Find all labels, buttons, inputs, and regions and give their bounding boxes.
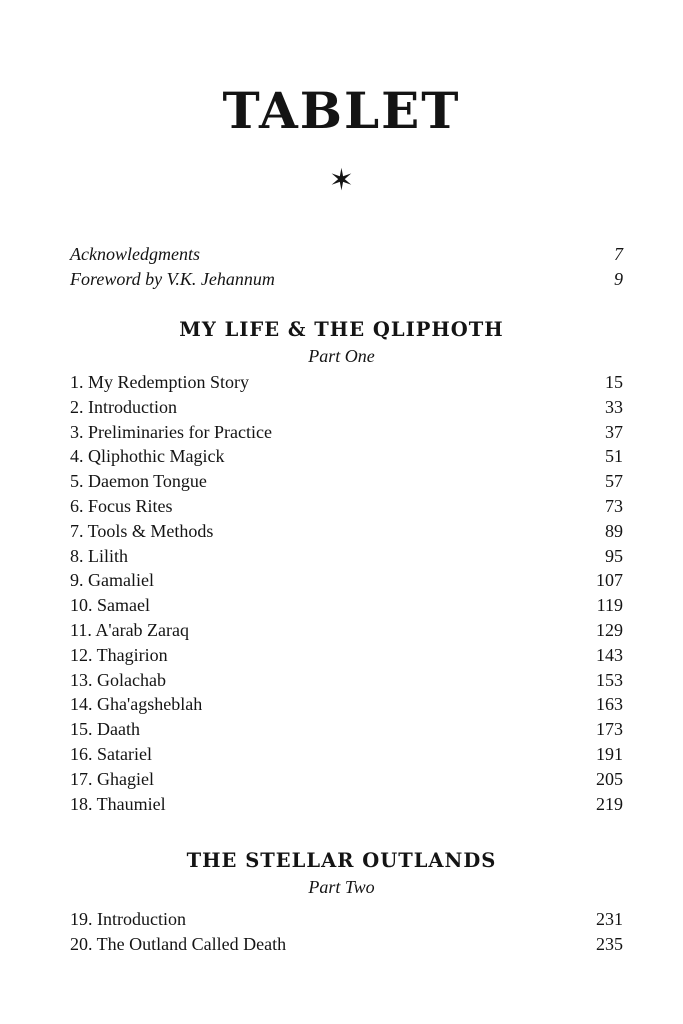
toc-entry: [70, 767, 623, 792]
toc-entry-label: 2. Introduction: [70, 396, 177, 417]
toc-entry-page-number: 191: [596, 743, 623, 764]
toc-entry: [70, 907, 623, 932]
toc-entry-page-number: 73: [605, 495, 623, 516]
part-two-heading: THE STELLAR OUTLANDS: [186, 849, 497, 872]
toc-entry: [70, 395, 623, 420]
star-ornament-icon: ✶: [328, 164, 355, 197]
toc-entry: [70, 420, 623, 445]
toc-entry-page-number: 89: [605, 520, 623, 541]
toc-entry-label: 19. Introduction: [70, 909, 186, 929]
toc-entry-label: 6. Focus Rites: [70, 495, 173, 516]
toc-entry-label: 4. Qliphothic Magick: [70, 446, 225, 467]
toc-entry: [70, 494, 623, 519]
toc-entry: [70, 370, 623, 395]
toc-entry-page-number: 37: [605, 421, 623, 442]
part-one-list: [70, 370, 623, 816]
toc-entry-page-number: 163: [596, 694, 623, 715]
toc-entry-page-number: 235: [596, 933, 623, 954]
toc-entry: [70, 692, 623, 717]
toc-entry: [70, 544, 623, 569]
toc-entry: [70, 932, 623, 957]
toc-entry: [70, 242, 623, 267]
toc-entry-page-number: 51: [605, 446, 623, 467]
toc-entry-label: 14. Gha'agsheblah: [70, 694, 203, 715]
toc-entry-label: 8. Lilith: [70, 545, 128, 566]
toc-entry-page-number: 57: [605, 471, 623, 492]
toc-entry-label: 9. Gamaliel: [70, 570, 154, 591]
toc-entry: [70, 717, 623, 742]
toc-entry-label: 13. Golachab: [70, 669, 166, 690]
toc-entry: [70, 618, 623, 643]
toc-entry-label: 3. Preliminaries for Practice: [70, 421, 272, 442]
toc-entry-page-number: 205: [596, 768, 623, 789]
toc-entry-label: Acknowledgments: [70, 244, 200, 264]
toc-entry-label: 16. Satariel: [70, 743, 152, 764]
toc-entry-page-number: 231: [596, 909, 623, 929]
toc-entry-page-number: 219: [596, 793, 623, 814]
toc-entry-page-number: 173: [596, 719, 623, 740]
toc-entry-label: 12. Thagirion: [70, 644, 168, 665]
toc-entry-page-number: 9: [614, 268, 623, 289]
toc-entry: [70, 643, 623, 668]
toc-entry: [70, 568, 623, 593]
toc-entry-page-number: 95: [605, 545, 623, 566]
toc-entry-label: 7. Tools & Methods: [70, 520, 214, 541]
toc-entry-page-number: 143: [596, 644, 623, 665]
toc-entry-label: 18. Thaumiel: [70, 793, 166, 814]
toc-entry-label: 11. A'arab Zaraq: [70, 619, 190, 640]
toc-entry-label: Foreword by V.K. Jehannum: [70, 268, 275, 289]
toc-entry: [70, 593, 623, 618]
toc-entry-label: 10. Samael: [70, 595, 150, 616]
toc-entry-label: 1. My Redemption Story: [70, 372, 249, 392]
toc-entry: [70, 792, 623, 817]
toc-entry-label: 17. Ghagiel: [70, 768, 154, 789]
toc-entry-page-number: 7: [614, 244, 623, 264]
page-title: TABLET: [222, 81, 461, 140]
toc-entry: [70, 668, 623, 693]
toc-entry: [70, 469, 623, 494]
part-two-subheading: Part Two: [308, 877, 375, 897]
toc-entry: [70, 444, 623, 469]
part-one-heading: MY LIFE & THE QLIPHOTH: [179, 318, 504, 341]
toc-entry-page-number: 15: [605, 372, 623, 392]
toc-entry: [70, 267, 623, 292]
toc-entry-page-number: 129: [596, 619, 623, 640]
front-matter-list: [70, 242, 623, 292]
toc-entry-label: 15. Daath: [70, 719, 140, 740]
part-one-subheading: Part One: [308, 346, 375, 366]
toc-entry: [70, 742, 623, 767]
toc-entry-page-number: 107: [596, 570, 623, 591]
toc-entry-page-number: 119: [596, 595, 623, 616]
toc-entry-label: 5. Daemon Tongue: [70, 471, 207, 492]
toc-entry-page-number: 153: [596, 669, 623, 690]
toc-entry-label: 20. The Outland Called Death: [70, 933, 287, 954]
toc-entry-page-number: 33: [605, 396, 623, 417]
part-two-list: [70, 907, 623, 957]
toc-entry: [70, 519, 623, 544]
